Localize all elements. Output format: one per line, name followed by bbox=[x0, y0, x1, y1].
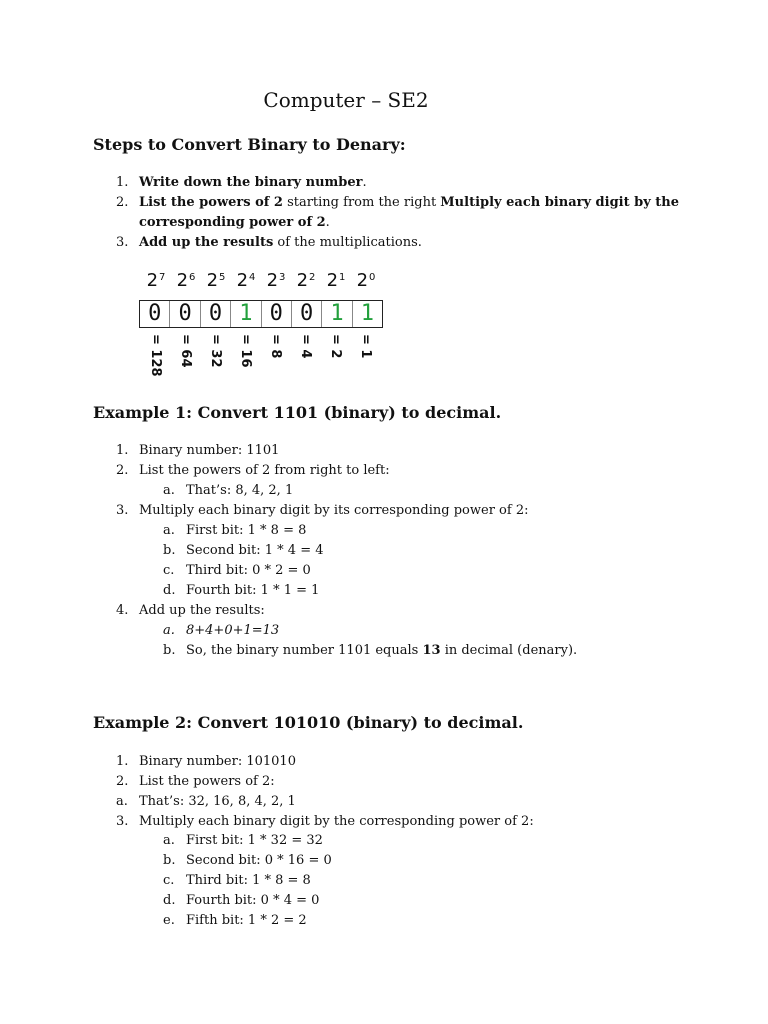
power-label: $2^5$ bbox=[206, 270, 226, 291]
ex2-num-3: 3. bbox=[116, 814, 129, 829]
step-2 bbox=[139, 195, 679, 211]
place-value-label: = 32 bbox=[208, 334, 223, 368]
ex1-line-3: Multiply each binary digit by its corresponding power of 2: bbox=[139, 503, 529, 518]
place-value-label: = 8 bbox=[268, 334, 283, 359]
place-value-label: = 128 bbox=[148, 334, 163, 377]
power-label: $2^4$ bbox=[236, 270, 256, 291]
power-label: $2^7$ bbox=[146, 270, 166, 291]
ex1-4b-pre: So, the binary number 1101 equals bbox=[186, 643, 423, 658]
ex1-num-1: 1. bbox=[116, 443, 129, 458]
step-2-line2 bbox=[139, 215, 330, 231]
bit-cell: 0 bbox=[170, 301, 200, 327]
ex1-4b-post: in decimal (denary). bbox=[440, 643, 578, 658]
example-1-heading: Example 1: Convert 1101 (binary) to decimal. bbox=[93, 403, 502, 422]
power-label: $2^6$ bbox=[176, 270, 196, 291]
ex1-line-2: List the powers of 2 from right to left: bbox=[139, 463, 390, 478]
place-value-label: = 16 bbox=[238, 334, 253, 368]
bit-cell: 0 bbox=[292, 301, 322, 327]
ex2-line-3d: Fourth bit: 0 * 4 = 0 bbox=[186, 893, 320, 908]
place-value-label: = 64 bbox=[178, 334, 193, 368]
ex1-num-4a: a. bbox=[163, 623, 175, 638]
example-2-heading: Example 2: Convert 101010 (binary) to decimal. bbox=[93, 713, 524, 732]
power-label: $2^2$ bbox=[296, 270, 316, 291]
place-value-label: = 4 bbox=[298, 334, 313, 359]
ex2-num-a: a. bbox=[116, 794, 128, 809]
power-label: $2^1$ bbox=[326, 270, 346, 291]
ex1-4b-result: 13 bbox=[422, 643, 441, 658]
ex1-line-3a: First bit: 1 * 8 = 8 bbox=[186, 523, 307, 538]
bit-cell: 1 bbox=[360, 301, 374, 326]
ex2-line-3a: First bit: 1 * 32 = 32 bbox=[186, 833, 323, 848]
ex1-line-4b bbox=[186, 643, 577, 659]
bit-cell: 0 bbox=[201, 301, 231, 327]
ex1-line-4a: 8+4+0+1=13 bbox=[186, 623, 280, 638]
ex1-line-3c: Third bit: 0 * 2 = 0 bbox=[186, 563, 311, 578]
step-2-line2-bold: corresponding power of 2 bbox=[139, 215, 326, 230]
step-3-number: 3. bbox=[116, 235, 129, 250]
ex2-line-3c: Third bit: 1 * 8 = 8 bbox=[186, 873, 311, 888]
page-title: Computer – SE2 bbox=[263, 88, 429, 112]
ex1-num-3a: a. bbox=[163, 523, 175, 538]
ex2-line-3: Multiply each binary digit by the corresponding power of 2: bbox=[139, 814, 534, 829]
place-value-label: = 2 bbox=[328, 334, 343, 359]
ex1-num-2a: a. bbox=[163, 483, 175, 498]
ex1-line-3b: Second bit: 1 * 4 = 4 bbox=[186, 543, 324, 558]
step-1-rest: . bbox=[362, 175, 367, 190]
step-3-rest: of the multiplications. bbox=[273, 235, 422, 250]
step-1-bold: Write down the binary number bbox=[139, 175, 363, 190]
bit-cell: 1 bbox=[231, 301, 261, 327]
power-label: $2^3$ bbox=[266, 270, 286, 291]
ex2-num-3b: b. bbox=[163, 853, 176, 868]
power-label: $2^0$ bbox=[356, 270, 376, 291]
step-3-bold: Add up the results bbox=[139, 235, 274, 250]
ex2-num-2: 2. bbox=[116, 774, 129, 789]
ex1-num-3: 3. bbox=[116, 503, 129, 518]
ex1-line-3d: Fourth bit: 1 * 1 = 1 bbox=[186, 583, 320, 598]
ex1-line-1: Binary number: 1101 bbox=[139, 443, 280, 458]
ex2-line-3e: Fifth bit: 1 * 2 = 2 bbox=[186, 913, 307, 928]
bit-row bbox=[139, 300, 383, 328]
step-3 bbox=[139, 235, 422, 251]
bit-cell: 0 bbox=[262, 301, 292, 327]
ex2-num-3e: e. bbox=[163, 913, 175, 928]
place-value-label: = 1 bbox=[358, 334, 373, 359]
step-2-line2-rest: . bbox=[325, 215, 330, 230]
ex1-line-4: Add up the results: bbox=[139, 603, 265, 618]
ex2-num-3d: d. bbox=[163, 893, 176, 908]
ex1-num-3d: d. bbox=[163, 583, 176, 598]
bit-cell: 0 bbox=[140, 301, 170, 327]
step-1-number: 1. bbox=[116, 175, 129, 190]
ex1-line-2a: That’s: 8, 4, 2, 1 bbox=[186, 483, 294, 498]
binary-place-value-figure bbox=[139, 268, 395, 380]
ex1-num-4b: b. bbox=[163, 643, 176, 658]
ex2-line-2: List the powers of 2: bbox=[139, 774, 275, 789]
steps-heading: Steps to Convert Binary to Denary: bbox=[93, 135, 406, 154]
bit-cell: 1 bbox=[322, 301, 352, 327]
ex2-num-3c: c. bbox=[163, 873, 175, 888]
ex2-line-3b: Second bit: 0 * 16 = 0 bbox=[186, 853, 332, 868]
ex2-line-1: Binary number: 101010 bbox=[139, 754, 296, 769]
step-2-bold: List the powers of 2 bbox=[139, 195, 283, 210]
ex1-num-4: 4. bbox=[116, 603, 129, 618]
step-2-mid: starting from the right bbox=[282, 195, 441, 210]
ex1-num-3c: c. bbox=[163, 563, 175, 578]
step-1 bbox=[139, 175, 367, 191]
ex1-num-2: 2. bbox=[116, 463, 129, 478]
ex2-line-a: That’s: 32, 16, 8, 4, 2, 1 bbox=[139, 794, 296, 809]
ex1-num-3b: b. bbox=[163, 543, 176, 558]
ex2-num-1: 1. bbox=[116, 754, 129, 769]
ex2-num-3a: a. bbox=[163, 833, 175, 848]
step-2-bold2: Multiply each binary digit by the bbox=[440, 195, 680, 210]
step-2-number: 2. bbox=[116, 195, 129, 210]
